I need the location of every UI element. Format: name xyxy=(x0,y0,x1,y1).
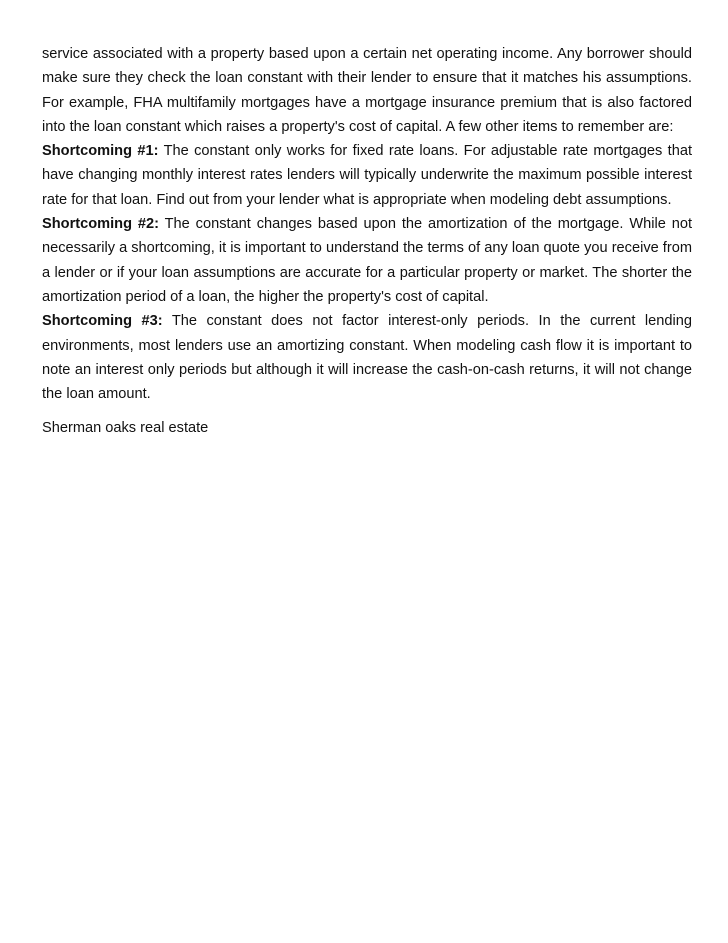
shortcoming-1-text: The constant only works for fixed rate loans. For adjustable rate mortgages that have changing monthly interest rates lenders will typically underwrite the maximum possible interest rate for that loan. Find out from your lender what is appropriate when modeling debt assumptions. xyxy=(42,143,692,208)
shortcoming-2-text: The constant changes based upon the amortization of the mortgage. While not necessarily a shortcoming, it is important to understand the terms of any loan quote you receive from a lender or if your loan assumptions are accurate for a particular property or market. The shorter the amortization period of a loan, the higher the property's cost of capital. xyxy=(42,216,692,305)
document-page xyxy=(42,42,692,441)
shortcoming-3-text: The constant does not factor interest-only periods. In the current lending environments, most lenders use an amortizing constant. When modeling cash flow it is important to note an interest only periods but although it will increase the cash-on-cash returns, it will not change the loan amount. xyxy=(42,313,693,403)
shortcoming-2-label: Shortcoming #2: xyxy=(42,216,159,233)
shortcoming-2 xyxy=(42,212,692,309)
footer-link-text: Sherman oaks real estate xyxy=(42,420,209,437)
shortcoming-1-label: Shortcoming #1: xyxy=(42,143,159,160)
intro-paragraph: service associated with a property based upon a certain net operating income. Any borrower should make sure they check the loan constant with their lender to ensure that it matches his assumptions. For example, FHA multifamily mortgages have a mortgage insurance premium that is also factored into the loan constant which raises a property's cost of capital. A few other items to remember are: xyxy=(42,46,692,135)
shortcoming-3 xyxy=(42,309,692,406)
shortcoming-1 xyxy=(42,139,692,212)
shortcoming-3-label: Shortcoming #3: xyxy=(42,313,163,330)
